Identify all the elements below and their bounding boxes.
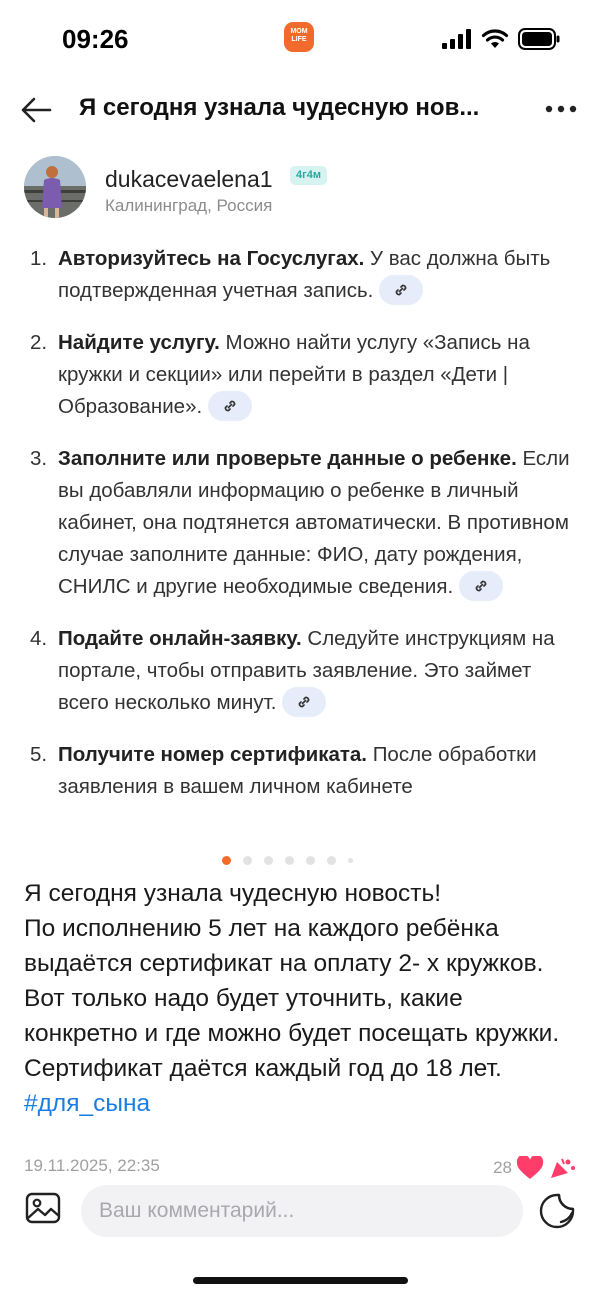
- step-number: 3.: [30, 447, 48, 470]
- step-number: 4.: [30, 627, 48, 650]
- link-icon: [296, 694, 312, 710]
- avatar[interactable]: [24, 156, 86, 218]
- step-title: Получите номер сертификата.: [58, 743, 367, 766]
- battery-icon: [518, 28, 560, 50]
- step-item: [30, 443, 575, 603]
- sticker-icon[interactable]: [538, 1192, 576, 1230]
- step-text: Следуйте инструкциям на портале, чтобы отправить заявление. Это займет всего несколько минут.: [58, 627, 555, 714]
- status-bar: [0, 0, 600, 80]
- status-time: 09:26: [62, 24, 129, 54]
- likes-block[interactable]: [493, 1156, 576, 1180]
- post-date: 19.11.2025, 22:35: [24, 1156, 160, 1175]
- step-title: Заполните или проверьте данные о ребенке.: [58, 447, 517, 470]
- momlife-app-icon: MOM LIFE: [284, 22, 314, 52]
- home-indicator[interactable]: [193, 1277, 408, 1284]
- source-link-button[interactable]: [282, 687, 326, 717]
- link-icon: [473, 578, 489, 594]
- hashtag-link[interactable]: #для_сына: [24, 1090, 151, 1117]
- link-icon: [222, 398, 238, 414]
- step-title: Подайте онлайн-заявку.: [58, 627, 302, 650]
- likes-count: 28: [493, 1158, 512, 1177]
- step-text: После обработки заявления в вашем личном кабинете: [58, 743, 537, 798]
- step-text: У вас должна быть подтвержденная учетная запись.: [58, 247, 551, 302]
- author-location: Калининград, Россия: [105, 196, 273, 215]
- step-item: [30, 243, 575, 307]
- step-number: 1.: [30, 247, 48, 270]
- carousel-dot[interactable]: [243, 856, 252, 865]
- image-attach-icon[interactable]: [25, 1190, 61, 1226]
- post-author[interactable]: [24, 156, 574, 220]
- back-arrow-icon[interactable]: [18, 92, 54, 128]
- avatar-photo: [24, 156, 86, 218]
- comment-bar: [0, 1182, 600, 1242]
- celebration-icon[interactable]: [548, 1156, 576, 1180]
- step-text: Если вы добавляли информацию о ребенке в личный кабинет, она подтянется автоматически. В противном случае заполните данные: ФИО, дату рождения, СНИЛС и другие необходимые сведения.: [58, 447, 570, 598]
- more-options-icon[interactable]: [544, 94, 578, 124]
- carousel-dot[interactable]: [327, 856, 336, 865]
- carousel-dot[interactable]: [285, 856, 294, 865]
- step-number: 5.: [30, 743, 48, 766]
- step-number: 2.: [30, 331, 48, 354]
- child-age-badge: 4г4м: [290, 166, 327, 185]
- step-item: [30, 327, 575, 423]
- step-text: Можно найти услугу «Запись на кружки и секции» или перейти в раздел «Дети | Образование».: [58, 331, 530, 418]
- step-title: Найдите услугу.: [58, 331, 220, 354]
- carousel-dot[interactable]: [306, 856, 315, 865]
- source-link-button[interactable]: [208, 391, 252, 421]
- source-link-button[interactable]: [379, 275, 423, 305]
- carousel-dot[interactable]: [348, 858, 353, 863]
- carousel-pagination: [222, 856, 353, 865]
- heart-icon[interactable]: [516, 1156, 544, 1180]
- link-icon: [393, 282, 409, 298]
- carousel-dot-active[interactable]: [222, 856, 231, 865]
- carousel-dot[interactable]: [264, 856, 273, 865]
- top-nav: [0, 80, 600, 140]
- author-username[interactable]: dukacevaelena1: [105, 166, 273, 192]
- step-title: Авторизуйтесь на Госуслугах.: [58, 247, 365, 270]
- page-title: Я сегодня узнала чудесную нов...: [79, 94, 480, 121]
- post-meta: [24, 1156, 576, 1180]
- comment-input[interactable]: [81, 1185, 523, 1237]
- carousel-slide[interactable]: [30, 243, 575, 840]
- system-icons: [442, 28, 560, 50]
- source-link-button[interactable]: [459, 571, 503, 601]
- post-text: Я сегодня узнала чудесную новость! По исполнению 5 лет на каждого ребёнка выдаётся сертификат на оплату 2- х кружков. Вот только надо будет уточнить, какие конкретно и где можно будет посещать кружки. Сертификат даётся каждый год до 18 лет.: [24, 880, 560, 1082]
- step-item: [30, 739, 575, 803]
- signal-icon: [442, 29, 472, 49]
- wifi-icon: [481, 29, 509, 49]
- step-item: [30, 623, 575, 719]
- post-body: [24, 876, 579, 1121]
